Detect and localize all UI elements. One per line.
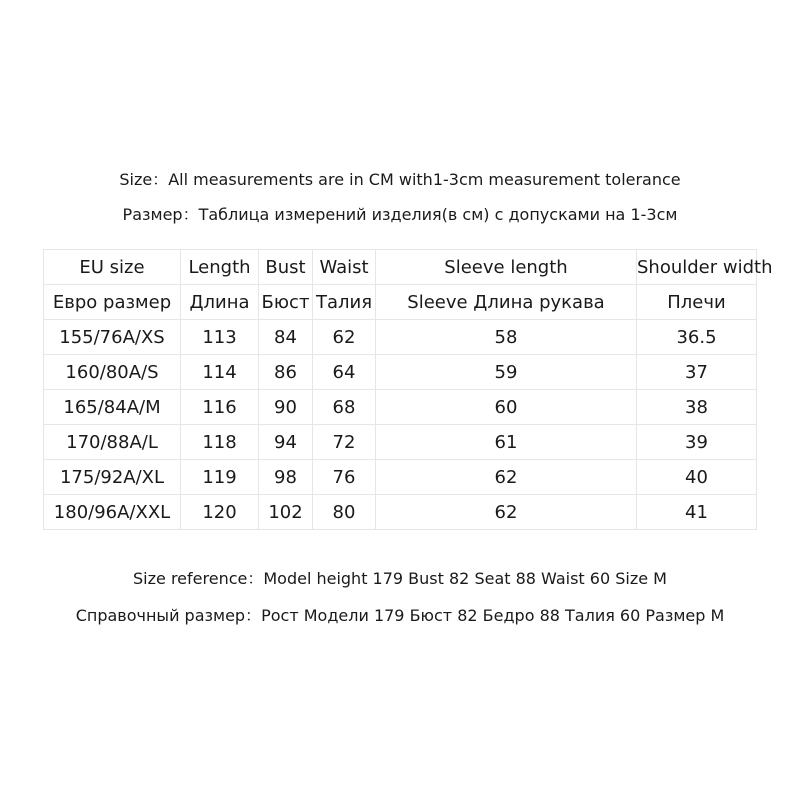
cell-bust: 98 — [259, 460, 313, 495]
table-header-row-english — [44, 250, 757, 285]
header-cell-waist: Waist — [313, 250, 376, 285]
cell-shoulder-width: 39 — [637, 425, 757, 460]
cell-length: 118 — [181, 425, 259, 460]
header-cell-shoulder-width: Shoulder width — [637, 250, 757, 285]
table-row — [44, 390, 757, 425]
size-chart-table — [43, 249, 773, 530]
table-row — [44, 495, 757, 530]
cell-shoulder-width: 37 — [637, 355, 757, 390]
header-cell-sleeve-length: Sleeve length — [376, 250, 637, 285]
cell-size: 180/96A/XXL — [44, 495, 181, 530]
cell-bust: 90 — [259, 390, 313, 425]
cell-size: 175/92A/XL — [44, 460, 181, 495]
cell-length: 113 — [181, 320, 259, 355]
table-row — [44, 460, 757, 495]
header-cell-length-ru: Длина — [181, 285, 259, 320]
cell-size: 170/88A/L — [44, 425, 181, 460]
cell-bust: 94 — [259, 425, 313, 460]
table-row — [44, 320, 757, 355]
cell-length: 116 — [181, 390, 259, 425]
cell-waist: 62 — [313, 320, 376, 355]
cell-bust: 84 — [259, 320, 313, 355]
cell-length: 119 — [181, 460, 259, 495]
measurement-note-russian: Размер：Таблица измерений изделия(в см) с допусками на 1-3см — [122, 205, 678, 224]
cell-sleeve-length: 58 — [376, 320, 637, 355]
model-reference-english: Size reference：Model height 179 Bust 82 Seat 88 Waist 60 Size M — [133, 569, 667, 588]
header-cell-eu-size-ru: Евро размер — [44, 285, 181, 320]
cell-waist: 68 — [313, 390, 376, 425]
table-row — [44, 355, 757, 390]
cell-sleeve-length: 60 — [376, 390, 637, 425]
header-cell-sleeve-length-ru: Sleeve Длина рукава — [376, 285, 637, 320]
table-row — [44, 425, 757, 460]
header-cell-bust-ru: Бюст — [259, 285, 313, 320]
cell-waist: 80 — [313, 495, 376, 530]
header-cell-eu-size: EU size — [44, 250, 181, 285]
cell-shoulder-width: 36.5 — [637, 320, 757, 355]
cell-waist: 76 — [313, 460, 376, 495]
cell-length: 120 — [181, 495, 259, 530]
cell-waist: 64 — [313, 355, 376, 390]
header-cell-bust: Bust — [259, 250, 313, 285]
cell-waist: 72 — [313, 425, 376, 460]
cell-bust: 102 — [259, 495, 313, 530]
cell-sleeve-length: 62 — [376, 460, 637, 495]
measurement-note-english: Size：All measurements are in CM with1-3cm measurement tolerance — [119, 170, 681, 189]
cell-sleeve-length: 62 — [376, 495, 637, 530]
header-cell-waist-ru: Талия — [313, 285, 376, 320]
cell-length: 114 — [181, 355, 259, 390]
cell-size: 165/84A/M — [44, 390, 181, 425]
cell-shoulder-width: 40 — [637, 460, 757, 495]
header-cell-shoulder-width-ru: Плечи — [637, 285, 757, 320]
table-header-row-russian — [44, 285, 757, 320]
cell-size: 155/76A/XS — [44, 320, 181, 355]
header-cell-length: Length — [181, 250, 259, 285]
cell-shoulder-width: 38 — [637, 390, 757, 425]
cell-size: 160/80A/S — [44, 355, 181, 390]
model-reference-russian: Справочный размер：Рост Модели 179 Бюст 82 Бедро 88 Талия 60 Размер M — [75, 606, 725, 625]
cell-sleeve-length: 59 — [376, 355, 637, 390]
cell-shoulder-width: 41 — [637, 495, 757, 530]
cell-bust: 86 — [259, 355, 313, 390]
cell-sleeve-length: 61 — [376, 425, 637, 460]
